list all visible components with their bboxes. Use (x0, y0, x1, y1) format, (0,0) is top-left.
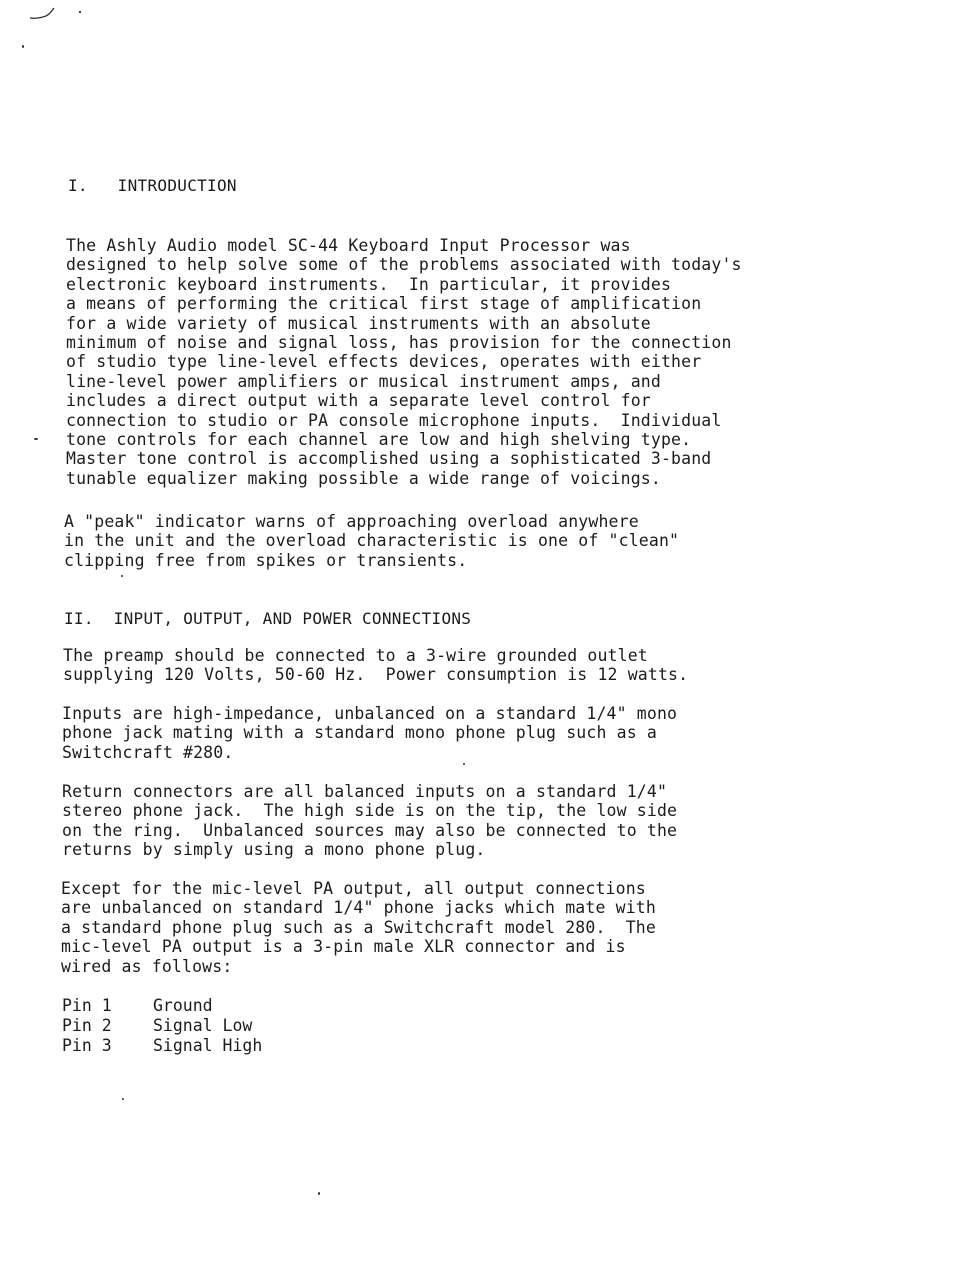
text-line: A "peak" indicator warns of approaching overload anywhere (64, 512, 639, 531)
text-line: tone controls for each channel are low and high shelving type. (66, 430, 692, 450)
text-line: mic-level PA output is a 3-pin male XLR connector and is (61, 937, 626, 957)
section-heading-introduction: I. INTRODUCTION (68, 176, 237, 195)
text-line: a standard phone plug such as a Switchcraft model 280. The (61, 917, 656, 937)
pin-row (62, 1036, 262, 1056)
outputs-paragraph (61, 879, 656, 976)
scan-speck (121, 575, 123, 577)
scan-speck (318, 1192, 320, 1195)
text-line: tunable equalizer making possible a wide range of voicings. (66, 468, 661, 488)
text-line: Return connectors are all balanced inputs on a standard 1/4" (62, 782, 668, 801)
xlr-pin-list (62, 996, 262, 1055)
text-line: clipping free from spikes or transients. (64, 550, 468, 570)
text-line: minimum of noise and signal loss, has provision for the connection (66, 333, 732, 353)
intro-paragraph-1 (66, 236, 742, 488)
text-line: Switchcraft #280. (62, 742, 234, 762)
returns-paragraph (62, 782, 677, 860)
pin-row (62, 996, 262, 1016)
text-line: Inputs are high-impedance, unbalanced on a standard 1/4" mono (62, 704, 678, 723)
intro-paragraph-2 (64, 512, 679, 570)
pin-row (62, 1016, 262, 1036)
text-line: Master tone control is accomplished using a sophisticated 3-band (66, 449, 712, 469)
text-line: stereo phone jack. The high side is on the tip, the low side (62, 801, 678, 821)
scan-mark (28, 2, 88, 24)
text-line: The Ashly Audio model SC-44 Keyboard Input Processor was (66, 236, 631, 255)
text-line: returns by simply using a mono phone plug. (62, 840, 486, 860)
text-line: connection to studio or PA console microphone inputs. Individual (66, 410, 722, 430)
scan-speck (463, 763, 465, 765)
pin-signal: Signal Low (153, 1015, 253, 1035)
pin-number: Pin 3 (62, 1035, 112, 1055)
text-line: a means of performing the critical first stage of amplification (66, 294, 702, 314)
text-line: phone jack mating with a standard mono phone plug such as a (62, 723, 657, 743)
power-paragraph (63, 646, 688, 685)
inputs-paragraph (62, 704, 677, 762)
text-line: Except for the mic-level PA output, all output connections (61, 879, 646, 898)
text-line: for a wide variety of musical instruments with an absolute (66, 313, 651, 333)
section-heading-connections: II. INPUT, OUTPUT, AND POWER CONNECTIONS (64, 609, 472, 628)
scan-speck (34, 438, 38, 440)
text-line: in the unit and the overload characteristic is one of "clean" (64, 531, 680, 551)
text-line: on the ring. Unbalanced sources may also be connected to the (62, 820, 678, 840)
text-line: wired as follows: (61, 956, 233, 976)
text-line: line-level power amplifiers or musical instrument amps, and (66, 371, 661, 391)
text-line: are unbalanced on standard 1/4" phone jacks which mate with (61, 898, 656, 918)
text-line: electronic keyboard instruments. In particular, it provides (66, 274, 672, 294)
scan-speck (22, 45, 24, 48)
text-line: The preamp should be connected to a 3-wire grounded outlet (63, 646, 648, 665)
scan-speck (122, 1098, 124, 1100)
text-line: supplying 120 Volts, 50-60 Hz. Power consumption is 12 watts. (63, 665, 689, 685)
text-line: designed to help solve some of the problems associated with today's (66, 255, 742, 275)
pin-signal: Ground (153, 996, 213, 1015)
text-line: includes a direct output with a separate level control for (66, 391, 651, 411)
pin-number: Pin 2 (62, 1015, 112, 1035)
pin-number: Pin 1 (62, 996, 112, 1015)
pin-signal: Signal High (153, 1035, 263, 1055)
text-line: of studio type line-level effects devices, operates with either (66, 352, 702, 372)
